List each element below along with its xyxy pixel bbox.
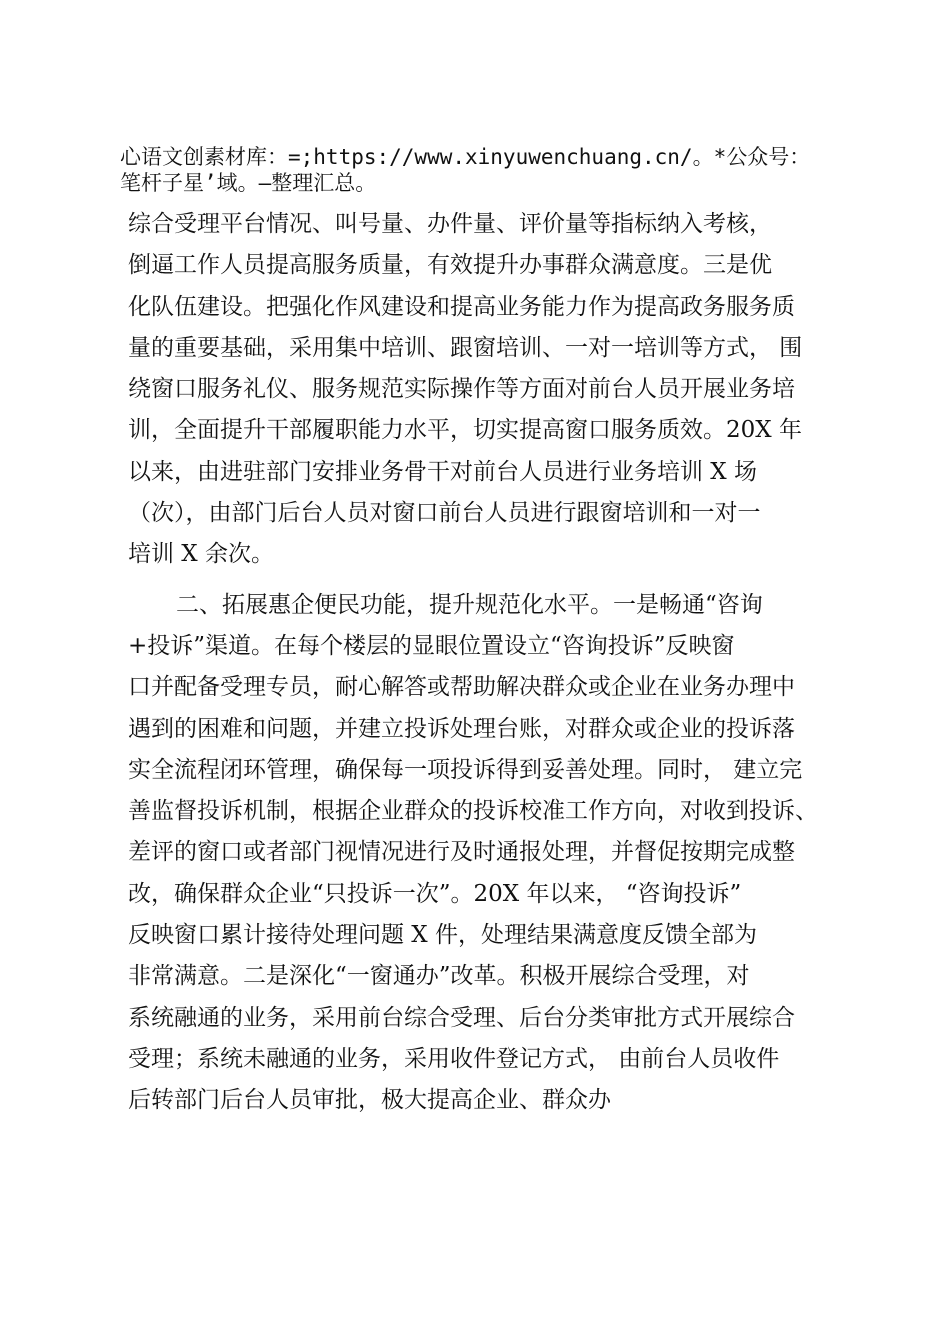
body-line: 差评的窗口或者部门视情况进行及时通报处理，并督促按期完成整 [128,839,795,866]
body-line: 后转部门后台人员审批，极大提高企业、群众办 [128,1087,611,1114]
section-heading-line: 二、拓展惠企便民功能，提升规范化水平。一是畅通“咨询 [176,591,763,618]
body-line: 遇到的困难和问题，并建立投诉处理台账，对群众或企业的投诉落 [128,715,795,742]
body-line: 口并配备受理专员，耐心解答或帮助解决群众或企业在业务办理中 [128,674,795,701]
body-line: 改，确保群众企业“只投诉一次”。20X 年以来， “咨询投诉” [128,880,742,907]
body-line: 训，全面提升干部履职能力水平，切实提高窗口服务质效。20X 年 [128,417,802,444]
body-line: 化队伍建设。把强化作风建设和提高业务能力作为提高政务服务质 [128,293,795,320]
body-line: 绕窗口服务礼仪、服务规范实际操作等方面对前台人员开展业务培 [128,376,795,403]
body-line: 综合受理平台情况、叫号量、办件量、评价量等指标纳入考核， [128,211,772,237]
body-line: 实全流程闭环管理，确保每一项投诉得到妥善处理。同时， 建立完 [128,756,803,783]
body-line: 反映窗口累计接待处理问题 X 件，处理结果满意度反馈全部为 [128,922,757,949]
body-line: 以来，由进驻部门安排业务骨干对前台人员进行业务培训 X 场 [128,458,757,485]
body-line: 培训 X 余次。 [128,541,274,568]
body-line: 非常满意。二是深化“一窗通办”改革。积极开展综合受理，对 [128,963,750,990]
body-line: 系统融通的业务，采用前台综合受理、后台分类审批方式开展综合 [128,1004,795,1031]
header-line-1: 心语文创素材库：=;https://www.xinyuwenchuang.cn/。*公众号： [120,145,811,169]
body-line: （次），由部门后台人员对窗口前台人员进行跟窗培训和一对一 [128,500,761,527]
document-body [128,204,848,1122]
body-line: 受理；系统未融通的业务，采用收件登记方式， 由前台人员收件 [128,1045,780,1072]
body-line: +投诉”渠道。在每个楼层的显眼位置设立“咨询投诉”反映窗 [128,632,735,659]
source-header [120,144,920,196]
body-line: 善监督投诉机制，根据企业群众的投诉校准工作方向，对收到投诉、 [128,798,818,825]
header-line-2: 笔杆子星’域。—整理汇总。 [120,171,377,195]
body-line: 量的重要基础，采用集中培训、跟窗培训、一对一培训等方式， 围 [128,334,803,361]
body-line: 倒逼工作人员提高服务质量，有效提升办事群众满意度。三是优 [128,252,772,279]
